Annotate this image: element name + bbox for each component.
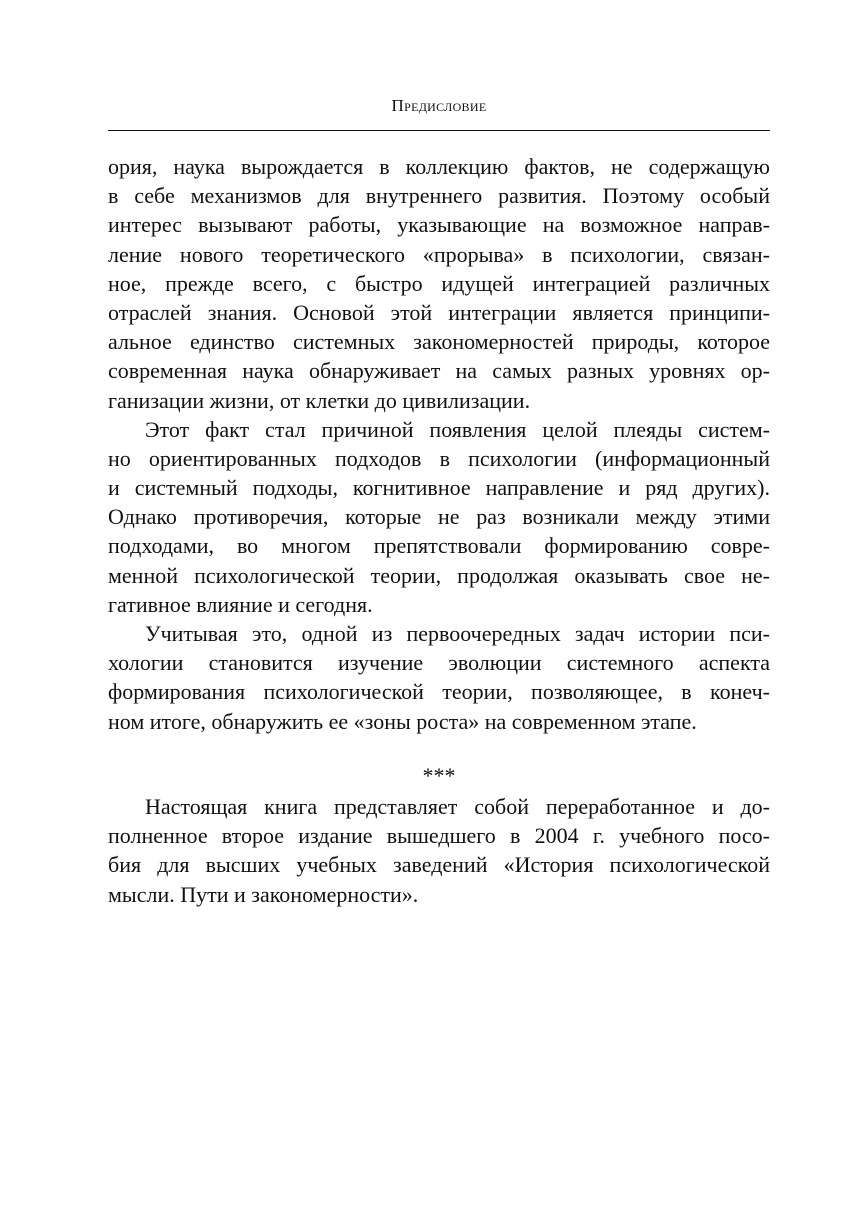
text-line: в себе механизмов для внутреннего развития. Поэтому особый <box>108 183 770 209</box>
text-line: хологии становится изучение эволюции системного аспекта <box>108 650 770 676</box>
running-head: Предисловие <box>391 96 487 115</box>
text-line: полненное второе издание вышедшего в 2004 г. учебного посо- <box>108 823 770 849</box>
header-rule <box>108 130 770 131</box>
text-line: ление нового теоретического «прорыва» в психологии, связан- <box>108 241 770 267</box>
section-separator: *** <box>422 762 456 788</box>
text-line: мысли. Пути и закономерности». <box>108 881 419 907</box>
text-line: Учитывая это, одной из первоочередных задач истории пси- <box>145 621 770 646</box>
text-line: ория, наука вырождается в коллекцию фактов, не содержащую <box>108 154 770 179</box>
text-line: менной психологической теории, продолжая оказывать свое не- <box>108 562 770 588</box>
text-line: ганизации жизни, от клетки до цивилизации. <box>108 387 531 413</box>
body-text <box>108 152 770 909</box>
text-line: бия для высших учебных заведений «История психологической <box>108 852 770 878</box>
text-line: но ориентированных подходов в психологии (информационный <box>108 445 770 471</box>
text-line: ном итоге, обнаружить ее «зоны роста» на современном этапе. <box>108 708 697 734</box>
text-line: Однако противоречия, которые не раз возникали между этими <box>108 504 770 530</box>
paragraph <box>108 415 770 619</box>
text-line: и системный подходы, когнитивное направление и ряд других). <box>108 475 770 501</box>
paragraph <box>108 619 770 736</box>
text-line: отраслей знания. Основой этой интеграции является принципи- <box>108 299 770 325</box>
text-line: подходами, во многом препятствовали формированию совре- <box>108 533 770 559</box>
text-line: Настоящая книга представляет собой переработанное и до- <box>145 793 770 819</box>
paragraph <box>108 152 770 415</box>
text-line: современная наука обнаруживает на самых разных уровнях ор- <box>108 358 770 384</box>
text-line: Этот факт стал причиной появления целой плеяды систем- <box>145 416 770 442</box>
text-line: формирования психологической теории, позволяющее, в конеч- <box>108 679 770 705</box>
text-line: гативное влияние и сегодня. <box>108 591 373 617</box>
paragraph <box>108 792 770 909</box>
text-line: альное единство системных закономерностей природы, которое <box>108 329 770 355</box>
text-line: интерес вызывают работы, указывающие на возможное направ- <box>108 212 770 238</box>
text-line: ное, прежде всего, с быстро идущей интеграцией различных <box>108 270 770 296</box>
